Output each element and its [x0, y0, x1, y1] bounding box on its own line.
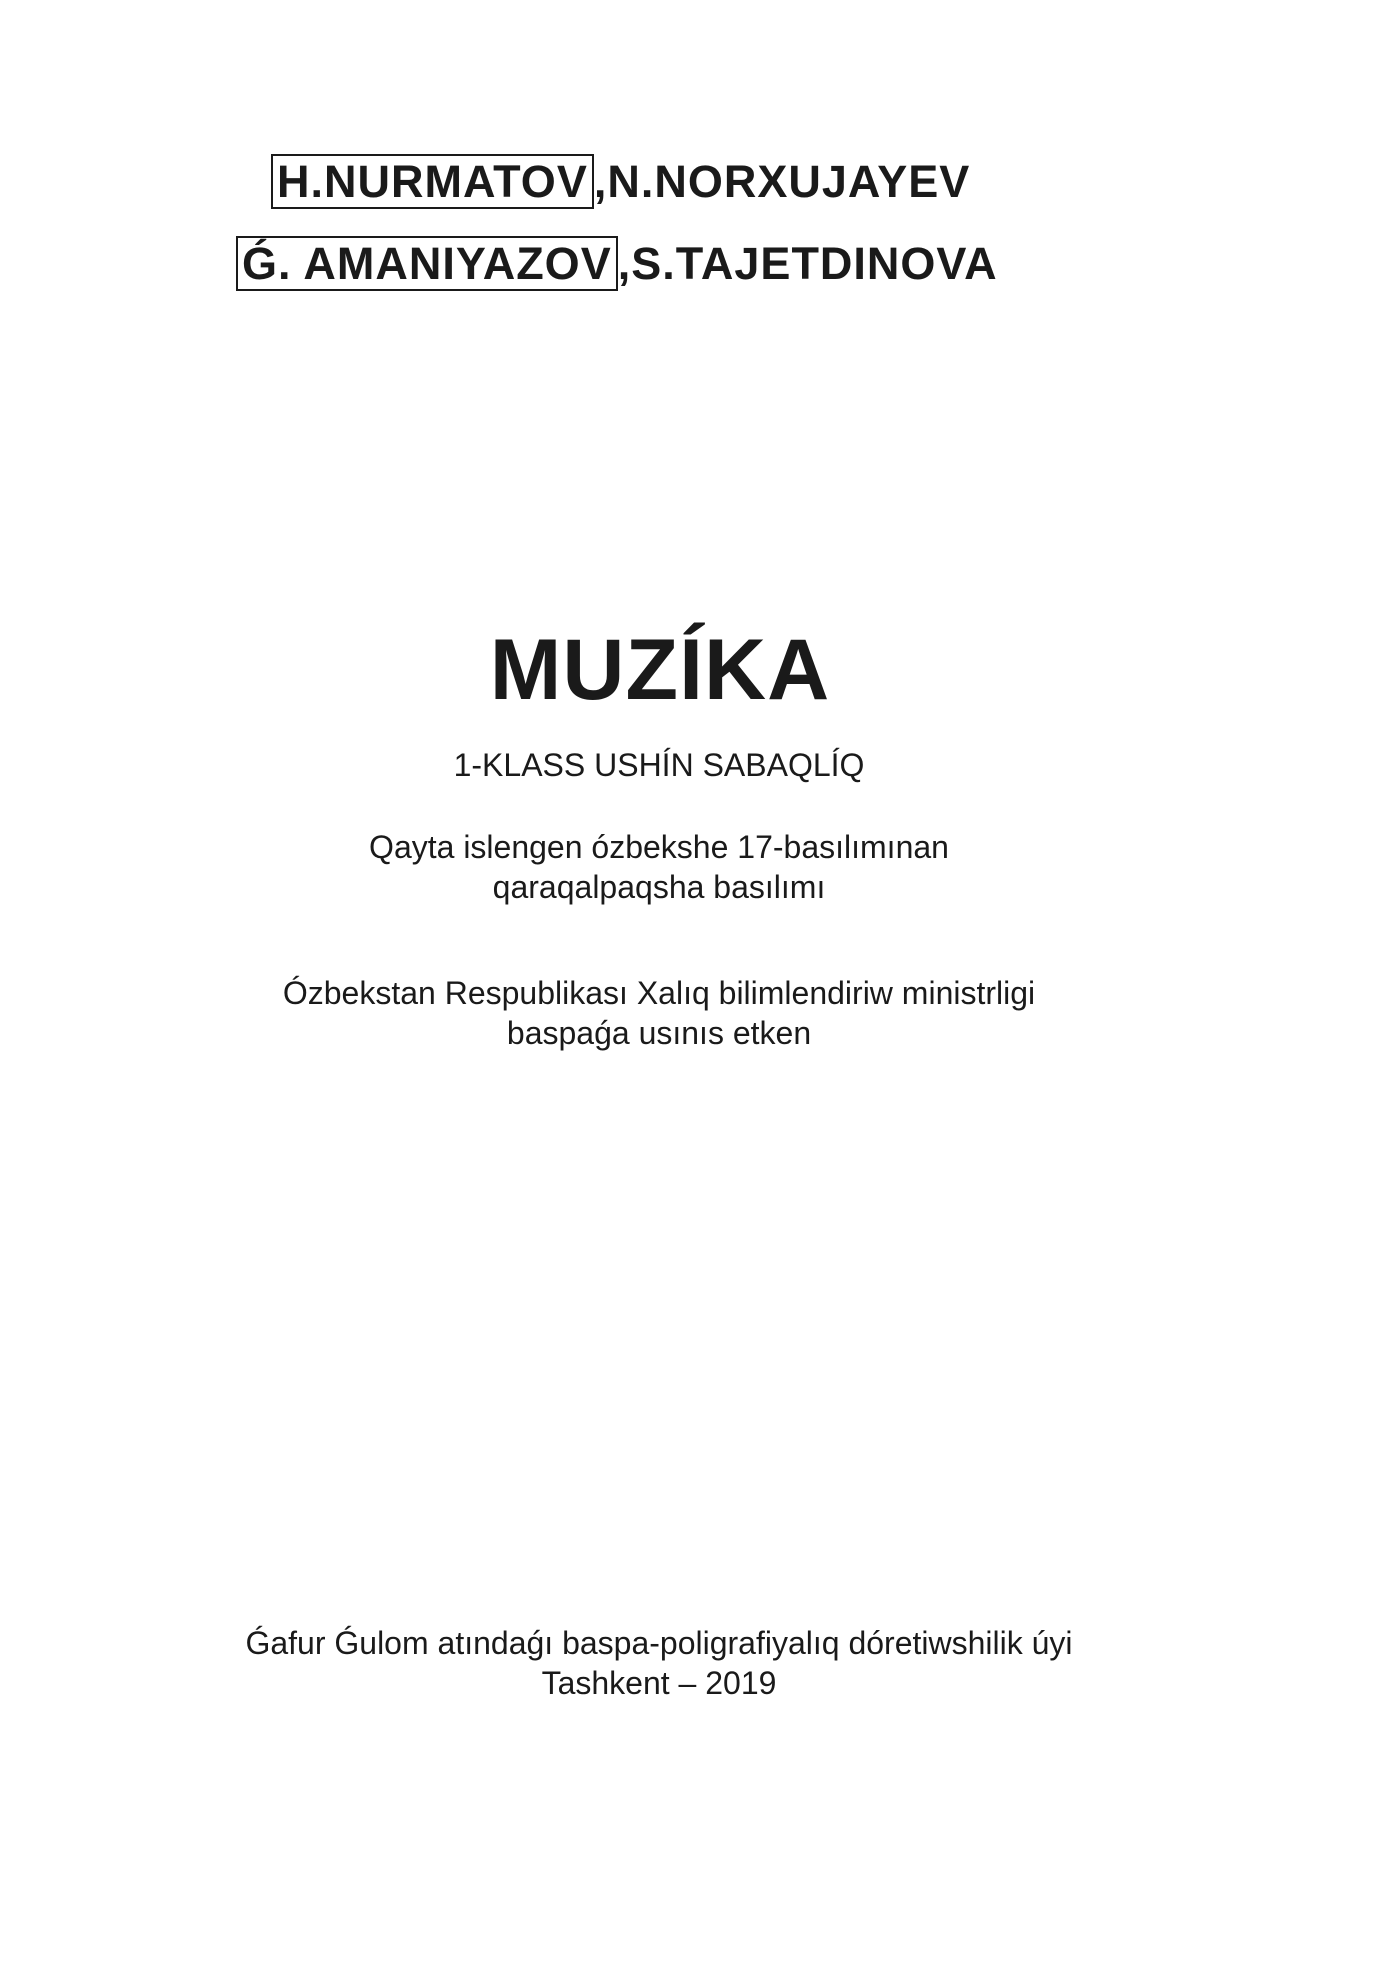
- publisher-city-year: Tashkent – 2019: [541, 1665, 777, 1701]
- book-title: MUZÍKA: [489, 622, 831, 718]
- approval-note: [0, 973, 1318, 1053]
- author-boxed-nurmatov: H.NURMATOV: [271, 154, 594, 209]
- book-subtitle: 1-KLASS USHÍN SABAQLÍQ: [453, 747, 865, 783]
- edition-note: [0, 827, 1318, 907]
- author-tajetdinova: S.TAJETDINOVA: [631, 238, 998, 289]
- authors-line-1: [271, 156, 970, 208]
- author-separator: ,: [617, 238, 632, 289]
- authors-line-2: [236, 238, 998, 290]
- publisher-info: [0, 1623, 1318, 1703]
- approval-line-2: baspaǵa usınıs etken: [506, 1015, 812, 1051]
- edition-line-1: Qayta islengen ózbekshe 17-basılımınan: [369, 829, 949, 865]
- approval-line-1: Ózbekstan Respublikası Xalıq bilimlendiriw ministrligi: [282, 975, 1036, 1011]
- author-separator: ,: [593, 156, 608, 207]
- publisher-name: Ǵafur Ǵulom atındaǵı baspa-poligrafiyalıq dóretiwshilik úyi: [245, 1625, 1073, 1661]
- author-norxujayev: N.NORXUJAYEV: [607, 156, 971, 207]
- edition-line-2: qaraqalpaqsha basılımı: [492, 869, 826, 905]
- author-boxed-amaniyazov: Ǵ. AMANIYAZOV: [236, 236, 618, 291]
